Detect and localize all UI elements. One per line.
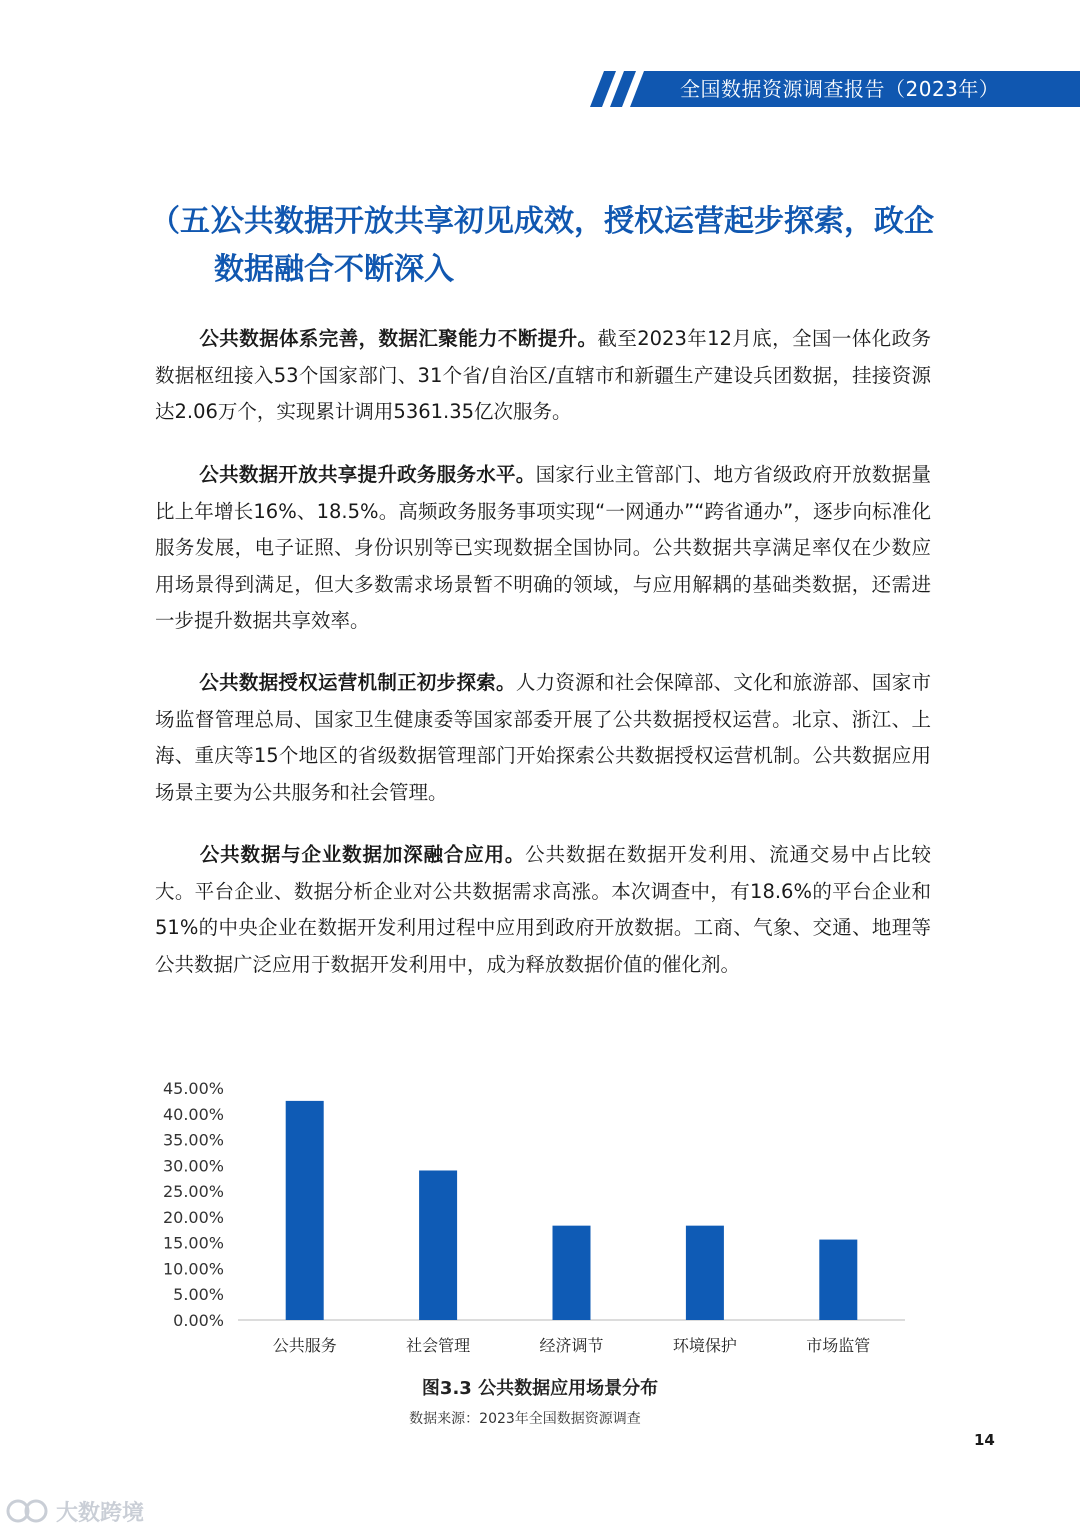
paragraph-lead: 公共数据开放共享提升政务服务水平。	[199, 463, 536, 486]
header-stripe	[610, 71, 636, 107]
bar-chart	[150, 1070, 930, 1400]
y-tick-label: 40.00%	[162, 1104, 224, 1124]
header-title: 全国数据资源调查报告（2023年）	[680, 77, 1000, 101]
paragraph-text: 公共数据在数据开发利用、流通交易中占比较大。平台企业、数据分析企业对公共数据需求高涨。本次调查中，有18.6%的平台企业和51%的中央企业在数据开发利用过程中应用到政府开放数据。工商、气象、交通、地理等公共数据广泛应用于数据开发利用中，成为释放数据价值的催化剂。	[155, 843, 931, 976]
bar	[686, 1226, 724, 1320]
y-tick-label: 45.00%	[162, 1079, 224, 1098]
watermark	[6, 1494, 144, 1528]
y-tick-label: 0.00%	[173, 1311, 224, 1330]
paragraph	[155, 457, 931, 640]
paragraph	[155, 665, 931, 811]
paragraph	[155, 837, 931, 983]
x-tick-label: 社会管理	[406, 1336, 471, 1355]
y-tick-label: 20.00%	[162, 1207, 224, 1227]
section-title-line2: 数据融合不断深入	[214, 252, 454, 287]
figure-source: 数据来源：2023年全国数据资源调查	[409, 1411, 641, 1427]
bar	[553, 1226, 591, 1320]
paragraph-lead: 公共数据授权运营机制正初步探索。	[199, 671, 516, 694]
paragraph-text: 人力资源和社会保障部、文化和旅游部、国家市场监督管理总局、国家卫生健康委等国家部委开展了公共数据授权运营。北京、浙江、上海、重庆等15个地区的省级数据管理部门开始探索公共数据授权运营机制。公共数据应用场景主要为公共服务和社会管理。	[155, 671, 931, 804]
y-tick-label: 25.00%	[162, 1182, 224, 1202]
y-tick-label: 10.00%	[162, 1259, 224, 1279]
x-tick-label: 市场监管	[806, 1336, 871, 1355]
y-tick-label: 30.00%	[162, 1156, 224, 1176]
header-band	[590, 71, 1080, 107]
bar	[286, 1101, 324, 1320]
watermark-text: 大数跨境	[56, 1500, 145, 1526]
paragraph-lead: 公共数据与企业数据加深融合应用。	[199, 843, 526, 866]
x-tick-label: 公共服务	[272, 1336, 337, 1355]
section-title-line1: 公共数据开放共享初见成效，授权运营起步探索，政企	[214, 204, 934, 239]
figure-caption: 图3.3 公共数据应用场景分布	[421, 1378, 659, 1399]
y-tick-label: 35.00%	[162, 1130, 224, 1150]
x-tick-label: 环境保护	[672, 1336, 737, 1355]
paragraph-lead: 公共数据体系完善，数据汇聚能力不断提升。	[199, 327, 598, 350]
page-number: 14	[974, 1431, 995, 1449]
y-tick-label: 15.00%	[162, 1233, 224, 1253]
watermark-logo-icon	[6, 1496, 50, 1526]
paragraph	[155, 321, 931, 431]
paragraph-text: 截至2023年12月底，全国一体化政务数据枢纽接入53个国家部门、31个省/自治区/直辖市和新疆生产建设兵团数据，挂接资源达2.06万个，实现累计调用5361.35亿次服务。	[155, 327, 931, 423]
section-number: （五）	[150, 204, 240, 239]
header-stripe	[590, 71, 616, 107]
x-tick-label: 经济调节	[539, 1336, 604, 1355]
section-title	[150, 198, 950, 294]
bar	[819, 1240, 857, 1320]
bar	[419, 1170, 457, 1320]
y-tick-label: 5.00%	[173, 1285, 224, 1305]
chart-canvas	[150, 1070, 930, 1370]
paragraph-text: 国家行业主管部门、地方省级政府开放数据量比上年增长16%、18.5%。高频政务服务事项实现“一网通办”“跨省通办”，逐步向标准化服务发展，电子证照、身份识别等已实现数据全国协同。公共数据共享满足率仅在少数应用场景得到满足，但大多数需求场景暂不明确的领域，与应用解耦的基础类数据，还需进一步提升数据共享效率。	[155, 463, 931, 632]
